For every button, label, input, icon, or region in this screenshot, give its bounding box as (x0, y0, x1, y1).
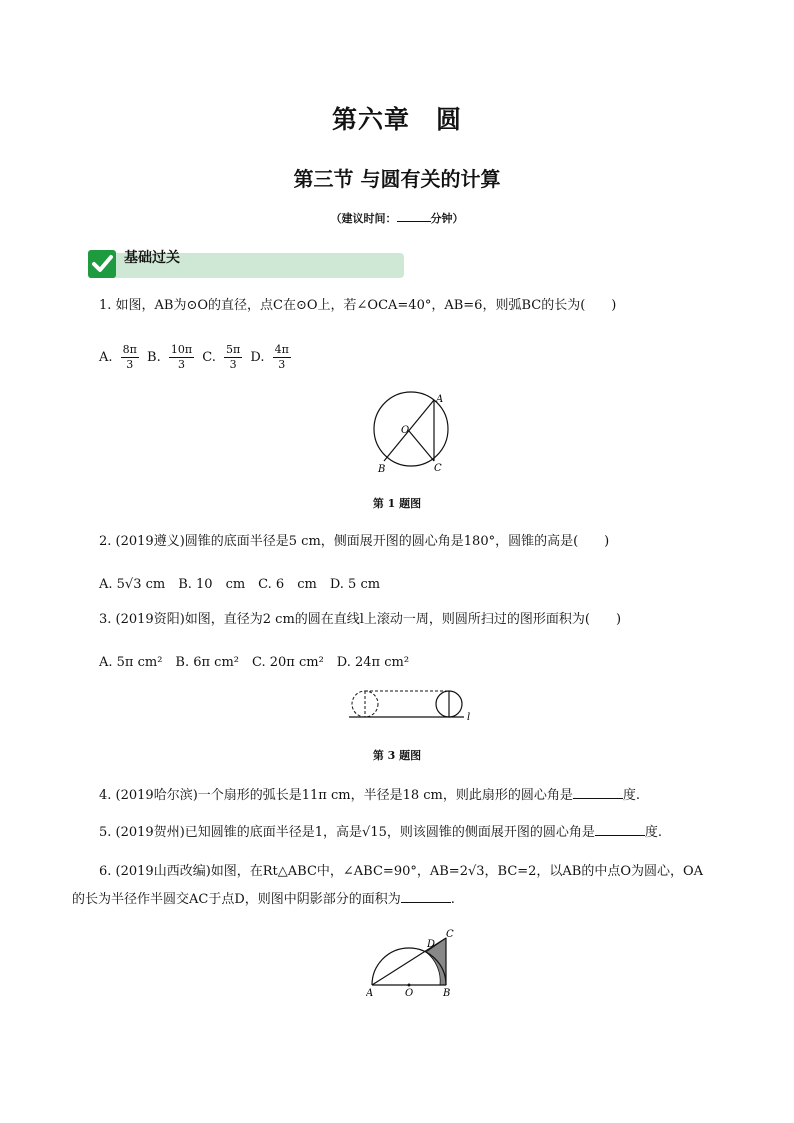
option-d-num: 4π (274, 343, 289, 356)
fig1-label-c: C (434, 463, 442, 474)
section-title: 第三节 与圆有关的计算 (293, 167, 501, 191)
question-1-options (99, 343, 295, 372)
question-4-blank (573, 786, 623, 799)
fig1-label-a: A (436, 394, 444, 405)
option-d-label: D. (250, 350, 265, 365)
figure-1-caption: 第 1 题图 (372, 497, 422, 510)
option-a-label: A. (99, 350, 113, 365)
question-6-suffix: . (450, 892, 455, 907)
fig1-label-b: B (378, 464, 386, 475)
question-6-line-2 (72, 890, 455, 909)
check-icon (87, 249, 117, 279)
fig6-label-a: A (366, 988, 374, 999)
question-6-blank (401, 890, 451, 903)
question-3-options: A. 5π cm² B. 6π cm² C. 20π cm² D. 24π cm² (99, 655, 410, 670)
option-c-fraction (224, 343, 242, 372)
option-a-den: 3 (126, 358, 134, 371)
question-1: 1. 如图，AB为⊙O的直径，点C在⊙O上，若∠OCA=40°，AB=6，则弧BC的长为( ) (99, 298, 617, 313)
option-d-den: 3 (278, 358, 286, 371)
time-hint (0, 209, 794, 226)
question-3: 3. (2019资阳)如图，直径为2 cm的圆在直线l上滚动一周，则圆所扫过的图形面积为( ) (99, 612, 622, 627)
fig1-label-o: O (401, 425, 410, 436)
option-c-den: 3 (229, 358, 237, 371)
fig6-label-b: B (443, 988, 451, 999)
time-hint-suffix: 分钟） (430, 212, 464, 225)
option-a-fraction (121, 343, 139, 372)
question-5 (99, 823, 662, 842)
option-b-label: B. (147, 350, 161, 365)
option-b-num: 10π (170, 343, 193, 356)
question-4-text: 4. (2019哈尔滨)一个扇形的弧长是11π cm，半径是18 cm，则此扇形的圆心角是 (99, 788, 573, 803)
figure-3-rolling-circle (345, 686, 477, 726)
figure-1-circle (362, 388, 462, 478)
question-4 (99, 786, 640, 805)
time-hint-prefix: （建议时间： (330, 212, 397, 225)
option-a-num: 8π (122, 343, 137, 356)
option-b-fraction (169, 343, 194, 372)
question-2: 2. (2019遵义)圆锥的底面半径是5 cm，侧面展开图的圆心角是180°，圆锥的高是( ) (99, 534, 610, 549)
banner-label: 基础过关 (124, 250, 180, 266)
option-c-num: 5π (226, 343, 241, 356)
chapter-title: 第六章 圆 (331, 105, 462, 134)
fig6-label-d: D (427, 939, 436, 950)
question-5-suffix: 度. (644, 825, 663, 840)
option-b-den: 3 (177, 358, 185, 371)
fig3-label-l: l (467, 712, 471, 723)
time-blank (397, 209, 431, 222)
question-6-text: 的长为半径作半圆交AC于点D，则图中阴影部分的面积为 (72, 892, 401, 907)
question-6-line-1: 6. (2019山西改编)如图，在Rt△ABC中，∠ABC=90°，AB=2√3，BC=2，以AB的中点O为圆心，OA (99, 864, 704, 879)
question-2-options: A. 5√3 cm B. 10 cm C. 6 cm D. 5 cm (99, 577, 381, 592)
option-c-label: C. (202, 350, 216, 365)
question-4-suffix: 度. (622, 788, 641, 803)
figure-6-semicircle (366, 928, 462, 1000)
question-5-text: 5. (2019贺州)已知圆锥的底面半径是1，高是√15，则该圆锥的侧面展开图的圆心角是 (99, 825, 595, 840)
option-d-fraction (273, 343, 291, 372)
figure-3-caption: 第 3 题图 (372, 749, 422, 762)
fig6-label-c: C (446, 929, 454, 940)
fig6-label-o: O (405, 988, 414, 999)
question-5-blank (595, 823, 645, 836)
